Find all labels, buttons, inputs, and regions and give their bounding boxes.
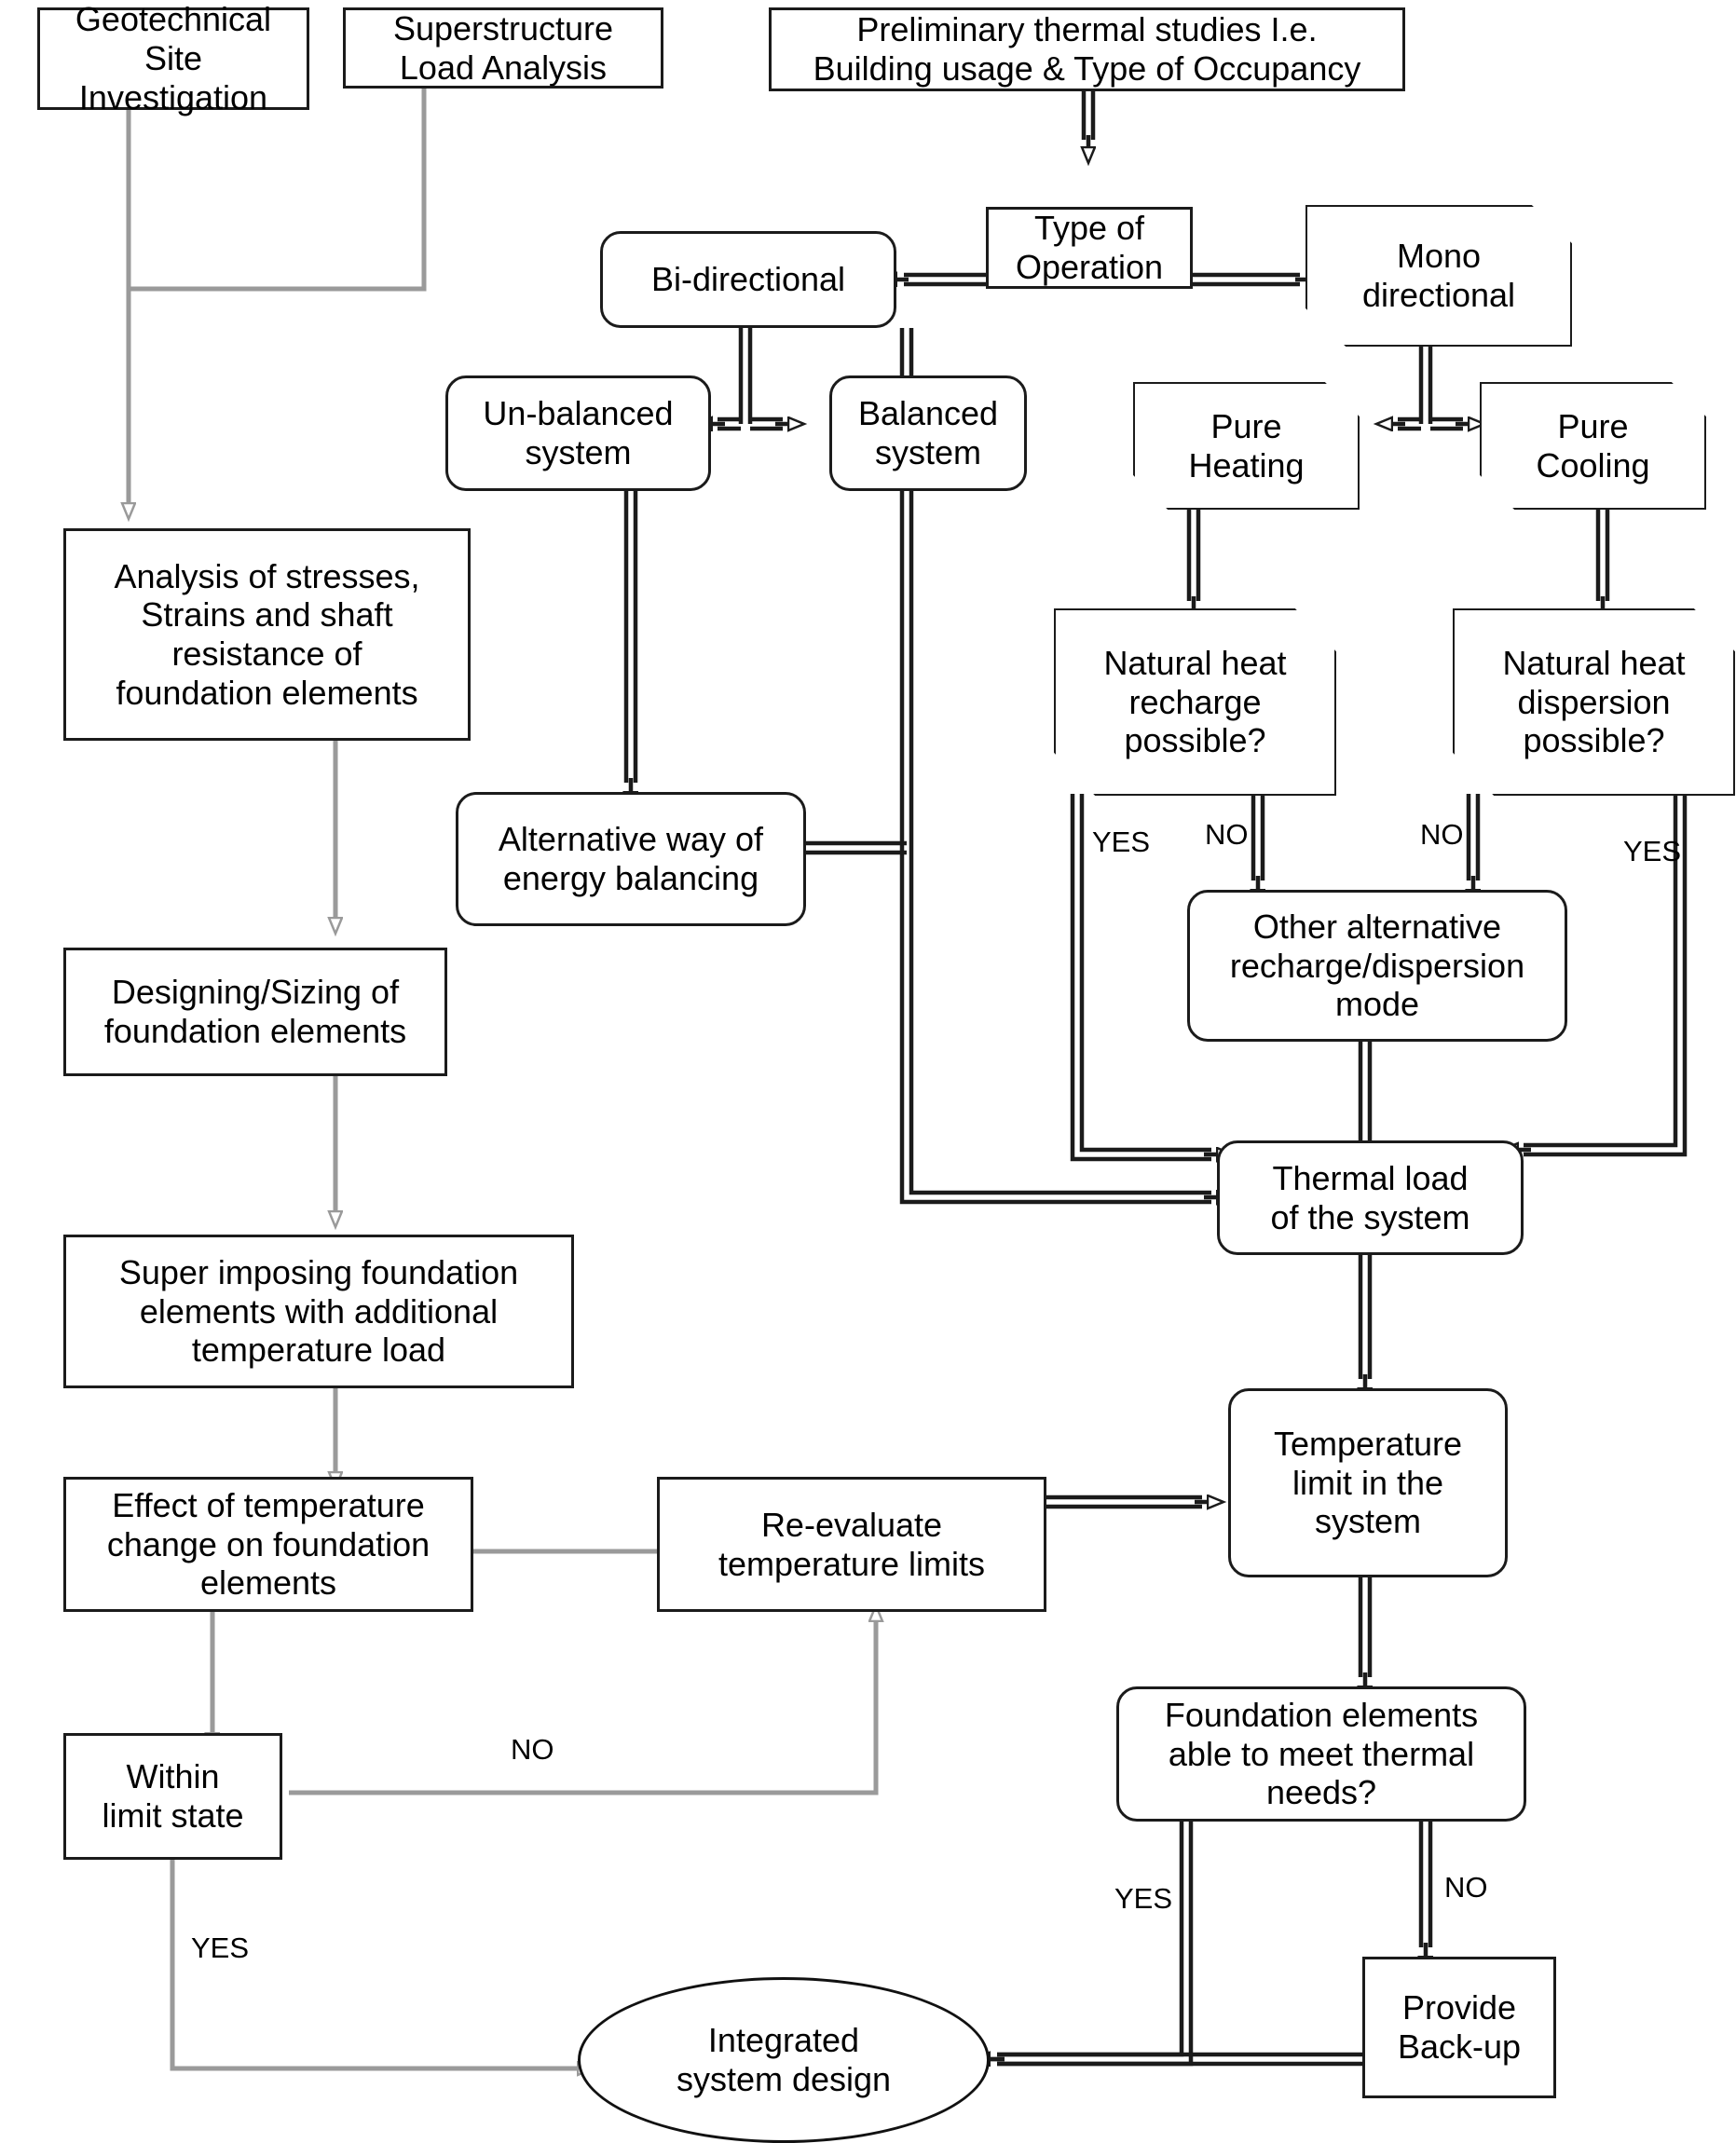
node-preliminary-thermal-studies[interactable] [769, 7, 1405, 91]
node-analysis-of-stresses[interactable] [63, 528, 471, 741]
edge-label-thermal-needs-yes: YES [1114, 1882, 1173, 1915]
node-label: Natural heat recharge possible? [1103, 643, 1287, 760]
node-label: Within limit state [102, 1757, 244, 1835]
node-mono-directional[interactable] [1307, 207, 1570, 345]
node-label: Re-evaluate temperature limits [718, 1505, 986, 1583]
node-temperature-limit[interactable] [1228, 1388, 1508, 1577]
node-alternative-energy-balancing[interactable] [456, 792, 806, 926]
node-bi-directional[interactable] [600, 231, 896, 328]
node-designing-sizing[interactable] [63, 948, 447, 1076]
node-label: Mono directional [1361, 237, 1516, 314]
edge-label-recharge-yes: YES [1092, 826, 1151, 858]
node-pure-heating[interactable] [1135, 384, 1358, 508]
node-other-alternative-mode[interactable] [1187, 890, 1567, 1042]
node-label: Pure Cooling [1536, 406, 1650, 485]
node-superstructure-load-analysis[interactable] [343, 7, 663, 89]
node-label: Analysis of stresses, Strains and shaft resistance of foundation elements [114, 556, 420, 712]
node-label: Pure Heating [1188, 406, 1305, 485]
node-label: Preliminary thermal studies I.e. Building usage & Type of Occupancy [813, 10, 1361, 88]
node-effect-of-temperature-change[interactable] [63, 1477, 473, 1612]
edge-label-thermal-needs-no: NO [1444, 1871, 1488, 1904]
node-label: Other alternative recharge/dispersion mode [1229, 907, 1525, 1024]
node-label: Thermal load of the system [1270, 1158, 1470, 1236]
node-label: Superstructure Load Analysis [392, 8, 614, 87]
node-natural-heat-dispersion[interactable] [1455, 610, 1733, 794]
edge-label-within-limit-no: NO [511, 1733, 554, 1766]
node-label: Super imposing foundation elements with additional temperature load [118, 1252, 519, 1370]
edge-label-recharge-no: NO [1205, 818, 1249, 851]
node-super-imposing[interactable] [63, 1235, 574, 1388]
node-foundation-elements-thermal-needs[interactable] [1116, 1686, 1526, 1822]
node-natural-heat-recharge[interactable] [1056, 610, 1334, 794]
edge-label-dispersion-no: NO [1420, 818, 1464, 851]
node-un-balanced-system[interactable] [445, 375, 711, 491]
node-label: Un-balanced system [483, 394, 674, 471]
node-label: Natural heat dispersion possible? [1502, 643, 1686, 760]
node-label: Designing/Sizing of foundation elements [103, 973, 407, 1050]
node-type-of-operation[interactable] [986, 207, 1193, 289]
node-thermal-load[interactable] [1217, 1140, 1524, 1255]
node-label: Balanced system [857, 394, 999, 471]
node-integrated-system-design[interactable] [578, 1977, 990, 2143]
node-label: Foundation elements able to meet thermal needs? [1164, 1695, 1479, 1812]
node-label: Geotechnical Site Investigation [75, 0, 272, 116]
node-pure-cooling[interactable] [1482, 384, 1704, 508]
node-provide-backup[interactable] [1362, 1957, 1556, 2098]
node-re-evaluate-temperature-limits[interactable] [657, 1477, 1046, 1612]
node-label: Type of Operation [1015, 209, 1164, 286]
node-label: Integrated system design [676, 2021, 892, 2098]
edge-label-dispersion-yes: YES [1623, 835, 1682, 867]
node-label: Alternative way of energy balancing [498, 820, 764, 897]
node-label: Effect of temperature change on foundation elements [106, 1485, 431, 1603]
node-geotechnical-site-investigation[interactable] [37, 0, 309, 116]
node-label: Bi-directional [650, 260, 846, 299]
node-within-limit-state[interactable] [63, 1733, 282, 1860]
node-label: Temperature limit in the system [1273, 1424, 1463, 1541]
node-label: Provide Back-up [1397, 1988, 1522, 2066]
node-balanced-system[interactable] [829, 375, 1027, 491]
edge-label-within-limit-yes: YES [191, 1931, 250, 1964]
